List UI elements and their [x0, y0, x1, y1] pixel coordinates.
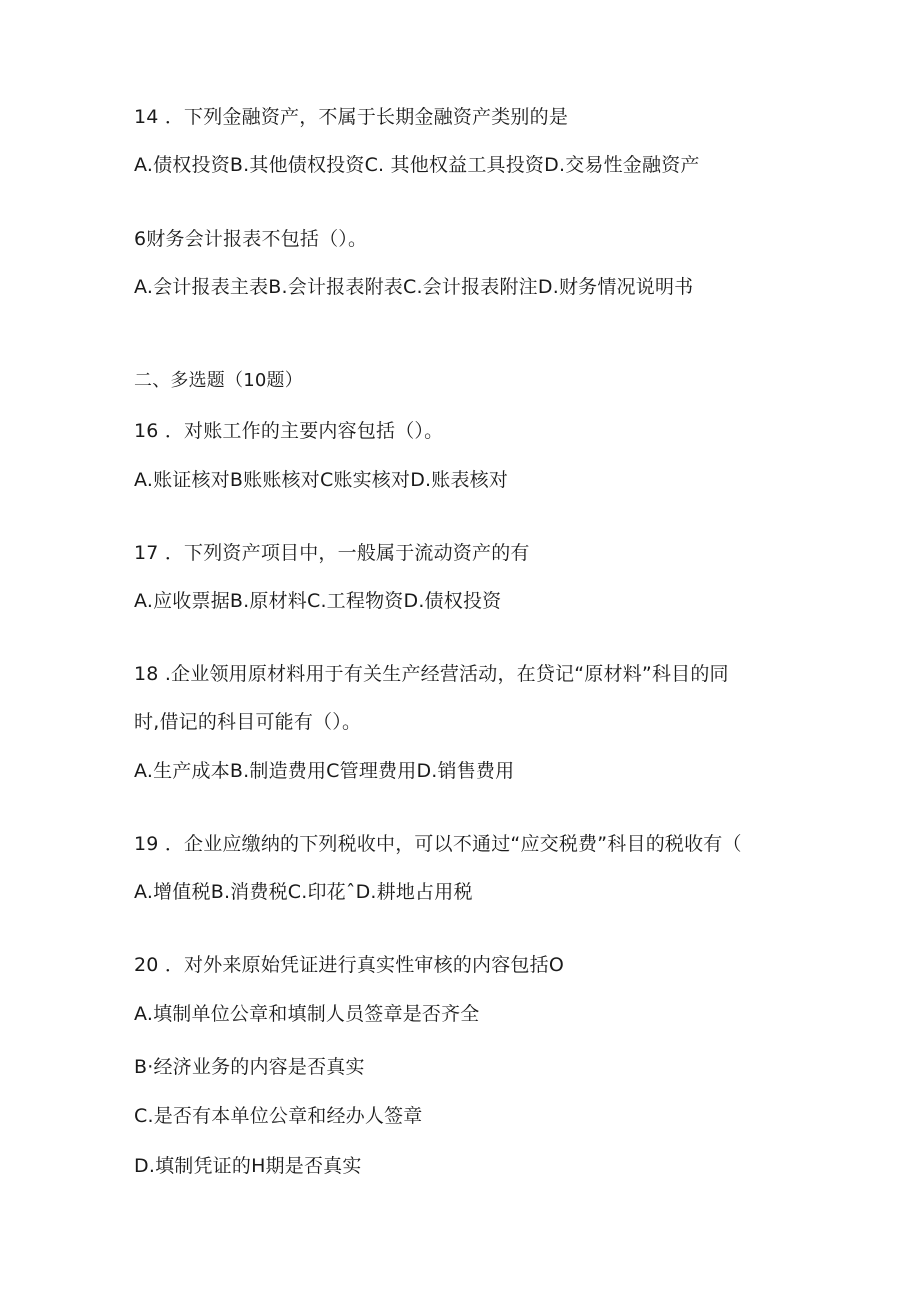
question-19-text: 19 ．企业应缴纳的下列税收中，可以不通过“应交税费”科目的税收有（	[134, 833, 742, 855]
question-20-option-c: C.是否有本单位公章和经办人签章	[134, 1105, 423, 1127]
question-16-text: 16 ．对账工作的主要内容包括（）。	[134, 420, 444, 442]
question-20-option-b: B·经济业务的内容是否真实	[134, 1056, 365, 1078]
question-19-options: A.增值税B.消费税C.印花ˆD.耕地占用税	[134, 881, 473, 903]
question-17-options: A.应收票据B.原材料C.工程物资D.债权投资	[134, 590, 502, 612]
question-18-text-line-2: 时,借记的科目可能有（）。	[134, 711, 362, 733]
section-title-multiple-choice: 二、多选题（10题）	[134, 370, 303, 391]
question-6-text: 6财务会计报表不包括（）。	[134, 228, 368, 250]
question-14-options: A.债权投资B.其他债权投资C. 其他权益工具投资D.交易性金融资产	[134, 154, 700, 176]
question-18-text-line-1: 18 .企业领用原材料用于有关生产经营活动，在贷记“原材料”科目的同	[134, 663, 729, 685]
question-17-text: 17 ．下列资产项目中，一般属于流动资产的有	[134, 542, 530, 564]
question-20-option-a: A.填制单位公章和填制人员签章是否齐全	[134, 1003, 480, 1025]
question-6-options: A.会计报表主表B.会计报表附表C.会计报表附注D.财务情况说明书	[134, 276, 694, 298]
question-14-text: 14 ．下列金融资产，不属于长期金融资产类别的是	[134, 106, 569, 128]
question-18-options: A.生产成本B.制造费用C管理费用D.销售费用	[134, 760, 515, 782]
question-16-options: A.账证核对B账账核对C账实核对D.账表核对	[134, 469, 509, 491]
question-20-text: 20 ．对外来原始凭证进行真实性审核的内容包括O	[134, 954, 564, 976]
question-20-option-d: D.填制凭证的H期是否真实	[134, 1155, 362, 1177]
